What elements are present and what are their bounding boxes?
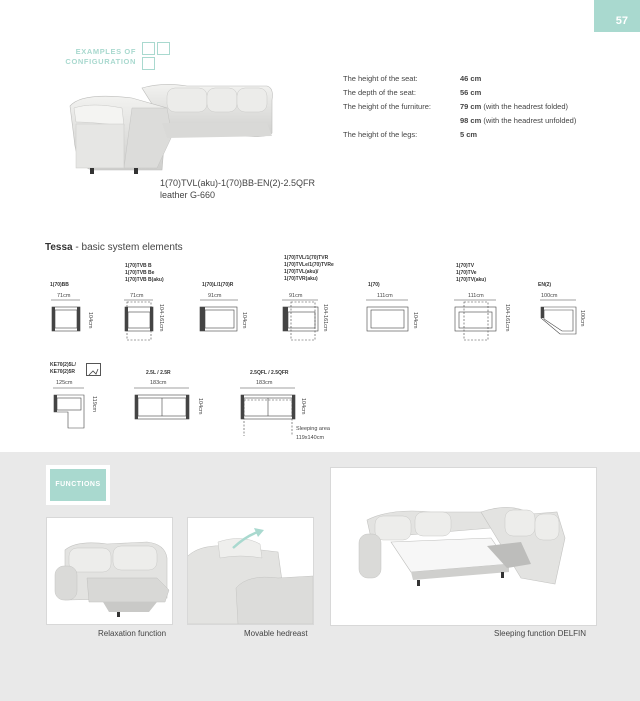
element-width: 111cm xyxy=(377,293,393,299)
sleeping-area-label: Sleeping area xyxy=(296,426,330,432)
spec-value: 56 cm xyxy=(460,88,482,97)
relaxation-caption: Relaxation function xyxy=(98,629,167,638)
element-name: 2.5QFL / 2.5QFR xyxy=(250,370,289,376)
spec-label: The height of the legs: xyxy=(343,130,418,139)
element-height: 104cm xyxy=(197,398,203,415)
element-width: 91cm xyxy=(289,293,303,299)
element-name: 1(70)BB xyxy=(50,282,69,288)
spec-row xyxy=(343,100,576,114)
section-subtitle: - basic system elements xyxy=(72,242,183,253)
element-width: 183cm xyxy=(150,380,167,386)
element-width: 100cm xyxy=(541,293,558,299)
spec-label: The height of the furniture: xyxy=(343,102,431,111)
element-width: 111cm xyxy=(468,293,484,299)
element-height: 104cm xyxy=(241,312,247,329)
spec-row xyxy=(343,86,576,100)
configuration-code: 1(70)TVL(aku)-1(70)BB-EN(2)-2.5QFR xyxy=(160,178,316,188)
model-name: Tessa xyxy=(45,242,73,253)
configuration-caption xyxy=(160,177,315,201)
spec-value: 79 cm xyxy=(460,102,482,111)
element-height: 104cm xyxy=(300,398,306,415)
element-width: 71cm xyxy=(130,293,144,299)
specs-table xyxy=(343,72,576,142)
element-height: 104-161cm xyxy=(158,304,164,332)
element-name: 2.5L / 2.5R xyxy=(146,370,171,376)
element-name: 1(70)TV 1(70)TVe 1(70)TV(aku) xyxy=(456,263,487,283)
spec-value: 5 cm xyxy=(460,130,478,139)
examples-line2: CONFIGURATION xyxy=(65,57,136,66)
relaxation-photo xyxy=(46,517,173,625)
headrest-caption: Movable hedreast xyxy=(244,629,308,638)
spec-label xyxy=(343,114,460,128)
spec-label: The depth of the seat: xyxy=(343,88,416,97)
element-height: 104cm xyxy=(87,312,93,329)
spec-row xyxy=(343,128,576,142)
page-number: 57 xyxy=(594,0,640,32)
element-name: KE70(2)5L/ KE70(2)5R xyxy=(50,362,76,375)
element-name: 1(70)TVL/1(70)TVR 1(70)TVLe/1(70)TVRe 1(70)TVL(aku)/ 1(70)TVR(aku) xyxy=(284,255,334,282)
corner-sofa-image xyxy=(62,78,277,178)
headrest-photo xyxy=(187,517,314,625)
element-name: 1(70)TVB B 1(70)TVB Be 1(70)TVB B(aku) xyxy=(125,263,164,283)
sleeping-area-note xyxy=(296,425,330,443)
configuration-material: leather G-660 xyxy=(160,190,216,200)
element-width: 183cm xyxy=(256,380,273,386)
spec-note: (with the headrest folded) xyxy=(481,102,568,111)
sleeping-caption: Sleeping function DELFIN xyxy=(494,629,587,638)
examples-line1: EXAMPLES OF xyxy=(75,47,136,56)
spec-value: 98 cm xyxy=(460,116,482,125)
sleeping-area-size: 119x140cm xyxy=(296,435,325,441)
spec-row xyxy=(343,114,576,128)
element-width: 125cm xyxy=(56,380,73,386)
element-width: 71cm xyxy=(57,293,71,299)
functions-label: FUNCTIONS xyxy=(46,465,110,505)
sleeping-photo xyxy=(330,467,597,626)
element-name: 1(70) xyxy=(368,282,380,288)
row1-schematics xyxy=(0,298,640,348)
spec-label: The height of the seat: xyxy=(343,74,418,83)
element-name: 1(70)L/1(70)R xyxy=(202,282,234,288)
element-height: 119cm xyxy=(91,396,97,413)
element-height: 100cm xyxy=(579,310,585,327)
recliner-icon xyxy=(86,363,101,376)
element-name: EN(2) xyxy=(538,282,552,288)
spec-row xyxy=(343,72,576,86)
spec-value: 46 cm xyxy=(460,74,482,83)
element-width: 91cm xyxy=(208,293,222,299)
element-height: 104-161cm xyxy=(504,304,510,332)
section-title xyxy=(45,242,183,253)
examples-heading xyxy=(62,47,136,67)
element-height: 104-161cm xyxy=(322,304,328,332)
element-height: 104cm xyxy=(412,312,418,329)
spec-note: (with the headrest unfolded) xyxy=(481,116,577,125)
